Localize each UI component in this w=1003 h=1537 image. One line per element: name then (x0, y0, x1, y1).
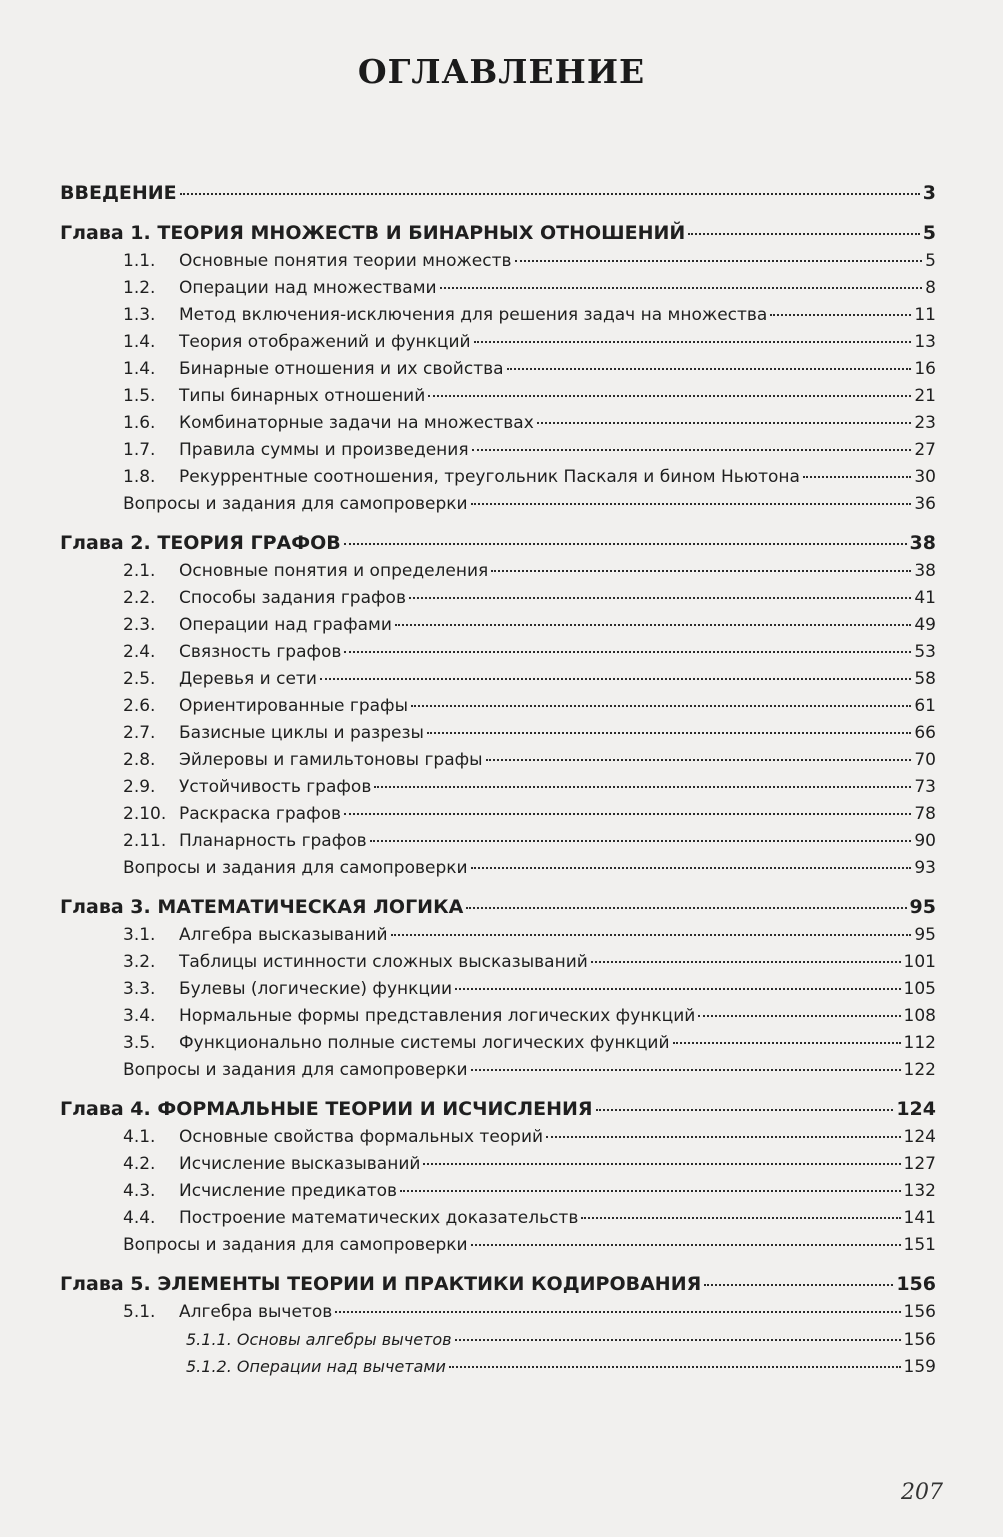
dot-leader (335, 1311, 900, 1313)
toc-entry-number: 5.1. (123, 1302, 156, 1322)
toc-entry-sec[interactable] (60, 248, 936, 275)
toc-entry-page: 122 (903, 1060, 936, 1080)
dot-leader (803, 476, 911, 478)
toc-entry-sec[interactable] (60, 275, 936, 302)
toc-entry-page: 58 (914, 669, 936, 689)
toc-entry-page: 38 (909, 532, 936, 554)
toc-entry-sec[interactable] (60, 747, 936, 774)
toc-entry-number: 2.3. (123, 615, 156, 635)
toc-entry-number: 4.3. (123, 1181, 156, 1201)
toc-entry-page: 5 (922, 222, 936, 244)
toc-entry-number: 3.1. (123, 925, 156, 945)
toc-entry-title: Рекуррентные соотношения, треугольник Паскаля и бином Ньютона (179, 467, 800, 487)
toc-entry-title: Таблицы истинности сложных высказываний (179, 952, 588, 972)
toc-entry-sec[interactable] (60, 612, 936, 639)
toc-entry-sec[interactable] (60, 302, 936, 329)
toc-entry-review[interactable] (60, 855, 936, 882)
toc-entry-title: Исчисление высказываний (179, 1154, 421, 1174)
toc-entry-page: 95 (914, 925, 936, 945)
toc-entry-number: 1.4. (123, 332, 156, 352)
dot-leader (320, 678, 911, 680)
toc-entry-number: 1.7. (123, 440, 156, 460)
dot-leader (423, 1163, 900, 1165)
dot-leader (596, 1109, 894, 1111)
toc-entry-title: Ориентированные графы (179, 696, 408, 716)
toc-entry-sub[interactable] (60, 1326, 936, 1353)
toc-entry-page: 5 (925, 251, 936, 271)
dot-leader (344, 651, 911, 653)
toc-entry-page: 41 (914, 588, 936, 608)
toc-entry-number: 1.5. (123, 386, 156, 406)
toc-entry-number: 2.4. (123, 642, 156, 662)
toc-entry-page: 112 (903, 1033, 936, 1053)
toc-entry-page: 156 (903, 1330, 936, 1350)
toc-entry-page: 95 (909, 896, 936, 918)
toc-entry-title: Булевы (логические) функции (179, 979, 453, 999)
toc-entry-chapter[interactable] (60, 1269, 936, 1299)
toc-entry-page: 127 (903, 1154, 936, 1174)
dot-leader (581, 1217, 900, 1219)
toc-entry-number: 1.1. (123, 251, 156, 271)
toc-entry-number: 2.8. (123, 750, 156, 770)
toc-entry-page: 61 (914, 696, 936, 716)
toc-entry-title: Алгебра вычетов (179, 1302, 333, 1322)
dot-leader (491, 570, 911, 572)
toc-entry-title: Функционально полные системы логических функций (179, 1033, 670, 1053)
toc-entry-title: Деревья и сети (179, 669, 317, 689)
toc-entry-title: Исчисление предикатов (179, 1181, 398, 1201)
toc-entry-sec[interactable] (60, 693, 936, 720)
toc-entry-chapter[interactable] (60, 218, 936, 248)
dot-leader (474, 341, 912, 343)
toc-entry-title: Глава 3. МАТЕМАТИЧЕСКАЯ ЛОГИКА (60, 896, 464, 918)
toc-entry-page: 66 (914, 723, 936, 743)
toc-entry-title: Теория отображений и функций (179, 332, 471, 352)
toc-entry-page: 13 (914, 332, 936, 352)
toc-entry-page: 93 (914, 858, 936, 878)
toc-entry-sec[interactable] (60, 558, 936, 585)
toc-entry-title: Устойчивость графов (179, 777, 372, 797)
dot-leader (673, 1042, 901, 1044)
toc-entry-number: 3.4. (123, 1006, 156, 1026)
toc-entry-review[interactable] (60, 1232, 936, 1259)
toc-entry-review[interactable] (60, 1057, 936, 1084)
dot-leader (472, 449, 912, 451)
dot-leader (449, 1366, 901, 1368)
toc-entry-number: 2.11. (123, 831, 167, 851)
toc-entry-title: Глава 5. ЭЛЕМЕНТЫ ТЕОРИИ И ПРАКТИКИ КОДИРОВАНИЯ (60, 1273, 702, 1295)
toc-entry-page: 8 (925, 278, 936, 298)
toc-entry-chapter[interactable] (60, 892, 936, 922)
dot-leader (537, 422, 912, 424)
toc-entry-sec[interactable] (60, 1151, 936, 1178)
toc-entry-page: 105 (903, 979, 936, 999)
toc-entry-number: 3.5. (123, 1033, 156, 1053)
dot-leader (471, 867, 912, 869)
toc-entry-sec[interactable] (60, 464, 936, 491)
toc-entry-chapter[interactable] (60, 1094, 936, 1124)
dot-leader (395, 624, 911, 626)
toc-entry-sec[interactable] (60, 1178, 936, 1205)
toc-entry-sec[interactable] (60, 801, 936, 828)
toc-entry-sec[interactable] (60, 1205, 936, 1232)
toc-entry-sec[interactable] (60, 1030, 936, 1057)
toc-entry-title: Метод включения-исключения для решения задач на множества (179, 305, 768, 325)
toc-entry-page: 11 (914, 305, 936, 325)
toc-entry-sec[interactable] (60, 828, 936, 855)
toc-entry-page: 36 (914, 494, 936, 514)
toc-entry-number: 4.4. (123, 1208, 156, 1228)
toc-entry-sec[interactable] (60, 329, 936, 356)
toc-entry-sec[interactable] (60, 410, 936, 437)
toc-entry-title: Операции над множествами (179, 278, 437, 298)
dot-leader (344, 813, 911, 815)
dot-leader (507, 368, 912, 370)
toc-entry-title: Построение математических доказательств (179, 1208, 579, 1228)
dot-leader (391, 934, 912, 936)
toc-entry-title: Основные свойства формальных теорий (179, 1127, 544, 1147)
toc-entry-page: 3 (922, 182, 936, 204)
dot-leader (466, 907, 906, 909)
toc-entry-page: 21 (914, 386, 936, 406)
toc-entry-sec[interactable] (60, 585, 936, 612)
toc-entry-title: Вопросы и задания для самопроверки (123, 858, 468, 878)
dot-leader (428, 395, 911, 397)
toc-entry-page: 159 (903, 1357, 936, 1377)
dot-leader (591, 961, 901, 963)
toc-entry-number: 2.7. (123, 723, 156, 743)
toc-entry-sec[interactable] (60, 976, 936, 1003)
toc-entry-page: 101 (903, 952, 936, 972)
dot-leader (440, 287, 923, 289)
toc-entry-sec[interactable] (60, 1124, 936, 1151)
toc-entry-title: Вопросы и задания для самопроверки (123, 1235, 468, 1255)
toc-entry-page: 132 (903, 1181, 936, 1201)
dot-leader (370, 840, 912, 842)
dot-leader (344, 543, 907, 545)
toc-entry-title: Бинарные отношения и их свойства (179, 359, 504, 379)
toc-entry-number: 2.1. (123, 561, 156, 581)
page-number: 207 (901, 1480, 943, 1505)
toc-entry-number: 4.2. (123, 1154, 156, 1174)
toc-entry-number: 1.8. (123, 467, 156, 487)
toc-entry-number: 2.5. (123, 669, 156, 689)
toc-entry-number: 2.2. (123, 588, 156, 608)
toc-entry-title: Правила суммы и произведения (179, 440, 469, 460)
toc-entry-page: 108 (903, 1006, 936, 1026)
toc-entry-chapter[interactable] (60, 178, 936, 208)
toc-entry-title: Способы задания графов (179, 588, 406, 608)
toc-entry-page: 156 (903, 1302, 936, 1322)
toc-entry-number: 2.6. (123, 696, 156, 716)
toc-entry-title: Основные понятия теории множеств (179, 251, 512, 271)
dot-leader (180, 193, 920, 195)
toc-entry-title: Раскраска графов (179, 804, 342, 824)
toc-entry-title: Глава 1. ТЕОРИЯ МНОЖЕСТВ И БИНАРНЫХ ОТНОШЕНИЙ (60, 222, 686, 244)
toc-entry-title: Вопросы и задания для самопроверки (123, 1060, 468, 1080)
dot-leader (471, 503, 912, 505)
toc-entry-page: 53 (914, 642, 936, 662)
toc-entry-title: Базисные циклы и разрезы (179, 723, 424, 743)
toc-entry-sec[interactable] (60, 949, 936, 976)
dot-leader (770, 314, 911, 316)
toc-entry-sec[interactable] (60, 1299, 936, 1326)
toc-entry-title: Связность графов (179, 642, 342, 662)
toc-entry-page: 141 (903, 1208, 936, 1228)
toc-entry-page: 23 (914, 413, 936, 433)
toc-entry-sec[interactable] (60, 1003, 936, 1030)
toc-entry-sub[interactable] (60, 1353, 936, 1380)
dot-leader (411, 705, 911, 707)
dot-leader (471, 1244, 901, 1246)
toc-entry-sec[interactable] (60, 437, 936, 464)
toc-entry-page: 27 (914, 440, 936, 460)
dot-leader (427, 732, 911, 734)
toc-entry-sec[interactable] (60, 383, 936, 410)
dot-leader (546, 1136, 900, 1138)
toc-entry-page: 73 (914, 777, 936, 797)
toc-entry-title: Вопросы и задания для самопроверки (123, 494, 468, 514)
toc-entry-title: Основные понятия и определения (179, 561, 489, 581)
toc-entry-sec[interactable] (60, 720, 936, 747)
toc-entry-title: Нормальные формы представления логических функций (179, 1006, 696, 1026)
dot-leader (515, 260, 923, 262)
toc-entry-number: 1.2. (123, 278, 156, 298)
dot-leader (486, 759, 912, 761)
dot-leader (455, 1339, 901, 1341)
toc-entry-page: 156 (896, 1273, 936, 1295)
toc-entry-title: ВВЕДЕНИЕ (60, 182, 177, 204)
dot-leader (455, 988, 900, 990)
toc-entry-title: Алгебра высказываний (179, 925, 388, 945)
toc-entry-page: 49 (914, 615, 936, 635)
toc-entry-number: 1.3. (123, 305, 156, 325)
dot-leader (704, 1284, 893, 1286)
toc-entry-number: 1.6. (123, 413, 156, 433)
toc-entry-number: 4.1. (123, 1127, 156, 1147)
toc-entry-page: 90 (914, 831, 936, 851)
toc-entry-page: 124 (896, 1098, 936, 1120)
toc-entry-review[interactable] (60, 491, 936, 518)
dot-leader (374, 786, 911, 788)
toc-entry-sec[interactable] (60, 639, 936, 666)
toc-entry-number: 2.9. (123, 777, 156, 797)
dot-leader (471, 1069, 901, 1071)
toc-entry-page: 151 (903, 1235, 936, 1255)
toc-entry-title: Типы бинарных отношений (179, 386, 426, 406)
toc-entry-title: Операции над графами (179, 615, 392, 635)
toc-entry-page: 78 (914, 804, 936, 824)
dot-leader (400, 1190, 901, 1192)
toc-entry-title: Глава 4. ФОРМАЛЬНЫЕ ТЕОРИИ И ИСЧИСЛЕНИЯ (60, 1098, 593, 1120)
dot-leader (409, 597, 911, 599)
dot-leader (698, 1015, 900, 1017)
toc-entry-page: 30 (914, 467, 936, 487)
toc-entry-sec[interactable] (60, 922, 936, 949)
page-title: ОГЛАВЛЕНИЕ (357, 52, 646, 91)
toc-entry-sec[interactable] (60, 666, 936, 693)
toc-entry-number: 3.2. (123, 952, 156, 972)
toc-entry-title: Планарность графов (179, 831, 367, 851)
toc-entry-sec[interactable] (60, 356, 936, 383)
toc-entry-number: 3.3. (123, 979, 156, 999)
toc-entry-number: 1.4. (123, 359, 156, 379)
toc-entry-page: 38 (914, 561, 936, 581)
toc-entry-title: Комбинаторные задачи на множествах (179, 413, 534, 433)
toc-entry-page: 124 (903, 1127, 936, 1147)
toc-entry-title: Эйлеровы и гамильтоновы графы (179, 750, 483, 770)
toc-entry-sec[interactable] (60, 774, 936, 801)
toc-entry-number: 2.10. (123, 804, 167, 824)
toc-entry-title: Глава 2. ТЕОРИЯ ГРАФОВ (60, 532, 341, 554)
toc-entry-title: 5.1.2. Операции над вычетами (186, 1357, 446, 1376)
toc-entry-title: 5.1.1. Основы алгебры вычетов (186, 1330, 452, 1349)
toc-entry-page: 16 (914, 359, 936, 379)
toc-entry-page: 70 (914, 750, 936, 770)
table-of-contents (60, 178, 936, 1380)
dot-leader (688, 233, 919, 235)
toc-entry-chapter[interactable] (60, 528, 936, 558)
